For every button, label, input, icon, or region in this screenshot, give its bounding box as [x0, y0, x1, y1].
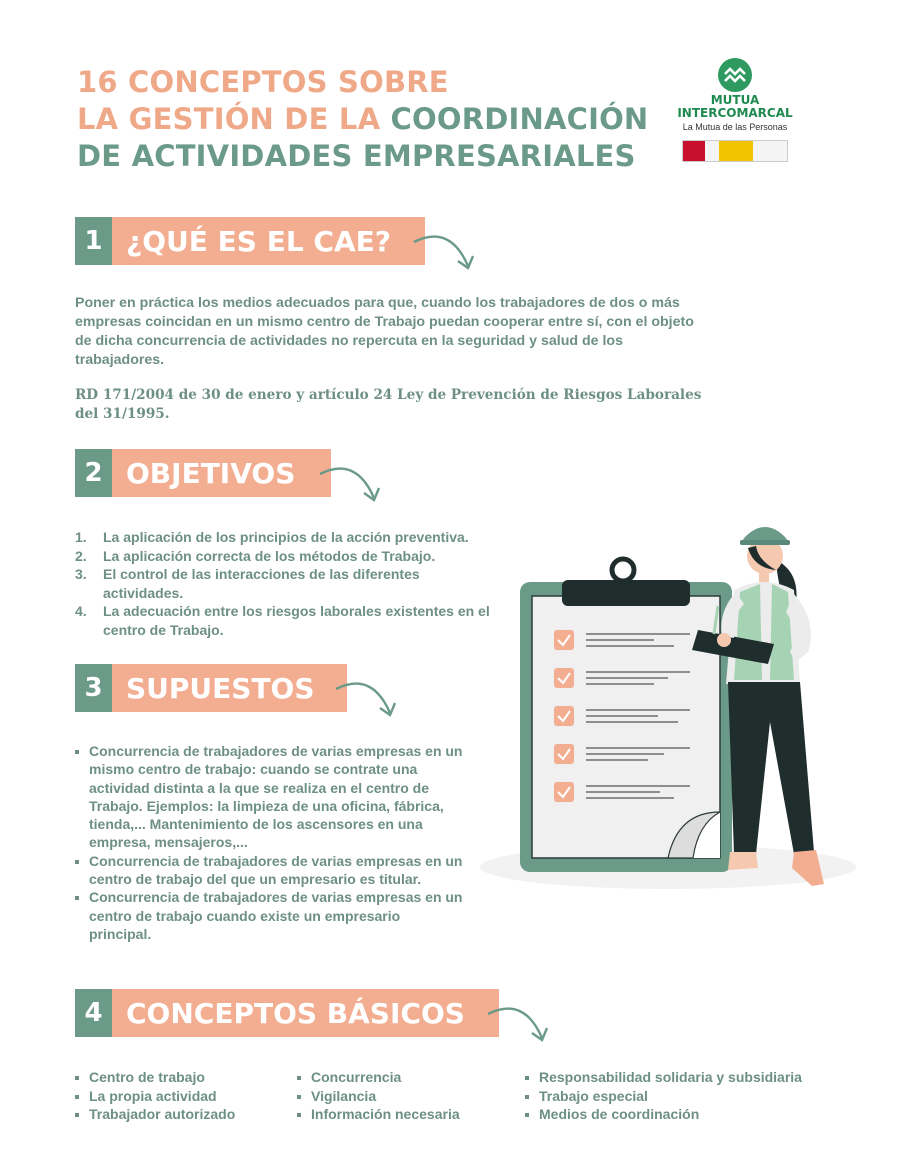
section-title: SUPUESTOS — [112, 664, 347, 712]
title-line-1: 16 CONCEPTOS SOBRE — [77, 65, 449, 99]
list-item: Concurrencia de trabajadores de varias empresas en un centro de trabajo del que un empresario es titular. — [75, 852, 465, 889]
section-title: OBJETIVOS — [112, 449, 331, 497]
logo-name-line-1: MUTUA — [710, 93, 760, 107]
government-seal-icon — [682, 140, 788, 162]
objectives-list — [75, 528, 495, 639]
section-header-1 — [75, 217, 425, 265]
list-item: La propia actividad — [75, 1087, 235, 1106]
title-line-2b: COORDINACIÓN — [390, 102, 649, 136]
curved-arrow-icon — [410, 228, 480, 278]
section-header-2 — [75, 449, 331, 497]
basic-concepts-col-1 — [75, 1068, 235, 1124]
hard-hat-icon — [742, 527, 788, 542]
page-title — [77, 64, 648, 175]
list-item: Responsabilidad solidaria y subsidiaria — [525, 1068, 802, 1087]
logo-name-line-2: INTERCOMARCAL — [677, 106, 793, 120]
curved-arrow-icon — [484, 1000, 554, 1050]
basic-concepts-col-2 — [297, 1068, 460, 1124]
list-item: Vigilancia — [297, 1087, 460, 1106]
title-line-2a: LA GESTIÓN DE LA — [77, 102, 391, 136]
section-number: 4 — [75, 989, 112, 1037]
list-item: 3. El control de las interacciones de las diferentes actividades. — [75, 566, 420, 601]
list-item: 4. La adecuación entre los riesgos laborales existentes en el centro de Trabajo. — [75, 603, 490, 638]
list-item: 1. La aplicación de los principios de la acción preventiva. — [75, 529, 469, 545]
list-item: Concurrencia de trabajadores de varias empresas en un mismo centro de trabajo: cuando se contrate una actividad distinta a la que se realiza en el centro de Trabajo. Ejemplos: la limpieza de una oficina, fábrica, tienda,... Mantenimiento de los ascensores en una empresa, mensajeros,... — [75, 742, 465, 852]
list-item: Centro de trabajo — [75, 1068, 235, 1087]
curved-arrow-icon — [316, 460, 386, 510]
assumptions-list — [75, 742, 465, 943]
list-item: Medios de coordinación — [525, 1105, 802, 1124]
cae-definition: Poner en práctica los medios adecuados para que, cuando los trabajadores de dos o más empresas coincidan en un mismo centro de Trabajo puedan cooperar entre sí, con el objeto de dicha concurrencia de actividades no repercuta en la seguridad y salud de los trabajadores. — [75, 295, 694, 368]
section-header-3 — [75, 664, 347, 712]
section-title: ¿QUÉ ES EL CAE? — [112, 217, 425, 265]
list-item: Trabajador autorizado — [75, 1105, 235, 1124]
clip-ring — [612, 559, 634, 581]
section-header-4 — [75, 989, 499, 1037]
section-number: 2 — [75, 449, 112, 497]
legal-reference: RD 171/2004 de 30 de enero y artículo 24 Ley de Prevención de Riesgos Laborales del 31/1995. — [75, 387, 702, 422]
section-number: 1 — [75, 217, 112, 265]
mutua-logo-mark-icon — [718, 58, 752, 92]
logo-tagline: La Mutua de las Personas — [682, 122, 788, 132]
list-item: Concurrencia — [297, 1068, 460, 1087]
clipboard-worker-illustration — [478, 512, 863, 892]
list-item: Concurrencia de trabajadores de varias empresas en un centro de trabajo cuando existe un empresario principal. — [75, 888, 465, 943]
clipboard-clip — [562, 580, 690, 606]
basic-concepts-col-3 — [525, 1068, 802, 1124]
mutua-logo — [670, 58, 800, 162]
list-item: Información necesaria — [297, 1105, 460, 1124]
section-number: 3 — [75, 664, 112, 712]
section-title: CONCEPTOS BÁSICOS — [112, 989, 499, 1037]
title-line-3: DE ACTIVIDADES EMPRESARIALES — [77, 139, 636, 173]
list-item: 2. La aplicación correcta de los métodos de Trabajo. — [75, 547, 436, 564]
curved-arrow-icon — [332, 675, 402, 725]
list-item: Trabajo especial — [525, 1087, 802, 1106]
